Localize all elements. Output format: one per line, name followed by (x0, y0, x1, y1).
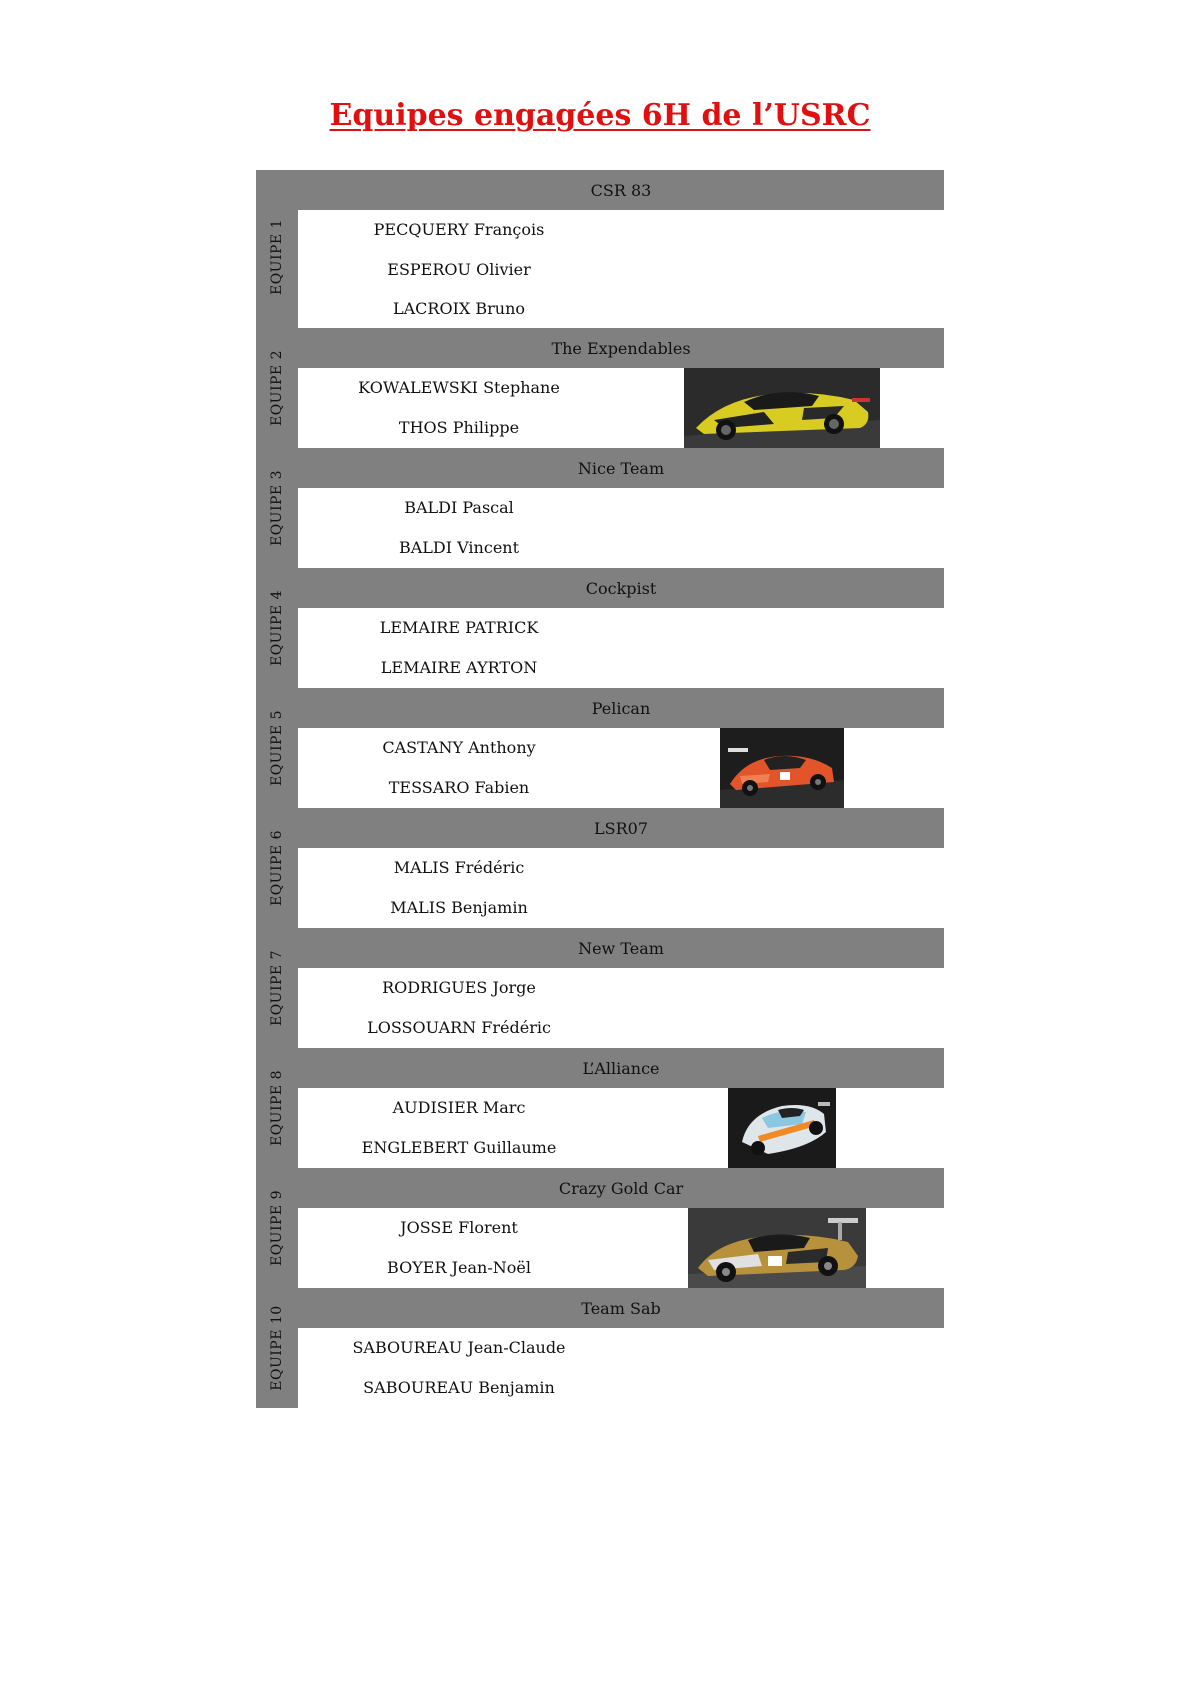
team-member: MALIS Frédéric (393, 858, 525, 877)
team-side-band (256, 1168, 298, 1288)
team-side-band (256, 928, 298, 1048)
team-member: CASTANY Anthony (382, 738, 536, 757)
team-member: BOYER Jean-Noël (387, 1258, 531, 1277)
team-block-10 (256, 1288, 944, 1408)
team-member: AUDISIER Marc (392, 1098, 526, 1117)
team-number: EQUIPE 2 (269, 349, 285, 427)
team-block-6 (256, 808, 944, 928)
team-member: PECQUERY François (373, 220, 545, 239)
team-member: SABOUREAU Jean-Claude (352, 1338, 566, 1357)
team-member: TESSARO Fabien (388, 778, 530, 797)
team-member: LEMAIRE PATRICK (379, 618, 539, 637)
team-side-band (256, 1288, 298, 1408)
team-side-band (256, 1048, 298, 1168)
team-name: Cockpist (298, 568, 944, 608)
team-block-7 (256, 928, 944, 1048)
team-side-band (256, 448, 298, 568)
team-member: MALIS Benjamin (390, 898, 528, 917)
team-name: Team Sab (298, 1288, 944, 1328)
team-block-5 (256, 688, 944, 808)
team-number: EQUIPE 4 (269, 589, 285, 667)
team-name: LSR07 (298, 808, 944, 848)
page-title: Equipes engagées 6H de l’USRC (329, 98, 871, 133)
team-name: Crazy Gold Car (298, 1168, 944, 1208)
team-name: Nice Team (298, 448, 944, 488)
team-member: BALDI Pascal (404, 498, 514, 517)
team-name: New Team (298, 928, 944, 968)
team-member: JOSSE Florent (400, 1218, 518, 1237)
team-member: LEMAIRE AYRTON (380, 658, 538, 677)
team-block-1 (256, 170, 944, 328)
team-number: EQUIPE 7 (269, 949, 285, 1027)
team-number: EQUIPE 10 (269, 1305, 285, 1391)
team-member: BALDI Vincent (398, 538, 520, 557)
team-name: Pelican (298, 688, 944, 728)
team-number: EQUIPE 8 (269, 1069, 285, 1147)
team-name: L’Alliance (298, 1048, 944, 1088)
teams-table (256, 170, 944, 1408)
team-number: EQUIPE 3 (269, 469, 285, 547)
team-block-9 (256, 1168, 944, 1288)
team-block-3 (256, 448, 944, 568)
team-member: ENGLEBERT Guillaume (361, 1138, 557, 1157)
car-photo-gold (688, 1208, 866, 1288)
team-member: KOWALEWSKI Stephane (358, 378, 560, 397)
team-block-4 (256, 568, 944, 688)
team-member: THOS Philippe (398, 418, 520, 437)
car-photo-gulf (728, 1088, 836, 1168)
team-block-2 (256, 328, 944, 448)
car-photo-orange (720, 728, 844, 808)
team-block-8 (256, 1048, 944, 1168)
team-member: SABOUREAU Benjamin (363, 1378, 555, 1397)
team-number: EQUIPE 9 (269, 1189, 285, 1267)
team-side-band (256, 568, 298, 688)
team-name: The Expendables (298, 328, 944, 368)
team-side-band (256, 688, 298, 808)
team-member: LOSSOUARN Frédéric (367, 1018, 551, 1037)
team-member: LACROIX Bruno (392, 299, 526, 318)
team-number: EQUIPE 5 (269, 709, 285, 787)
team-member: ESPEROU Olivier (387, 260, 531, 279)
team-side-band (256, 808, 298, 928)
team-number: EQUIPE 6 (269, 829, 285, 907)
team-name: CSR 83 (298, 170, 944, 210)
car-photo-yellow (684, 368, 880, 448)
team-number: EQUIPE 1 (269, 218, 285, 295)
team-side-band (256, 170, 298, 328)
team-side-band (256, 328, 298, 448)
team-member: RODRIGUES Jorge (382, 978, 536, 997)
